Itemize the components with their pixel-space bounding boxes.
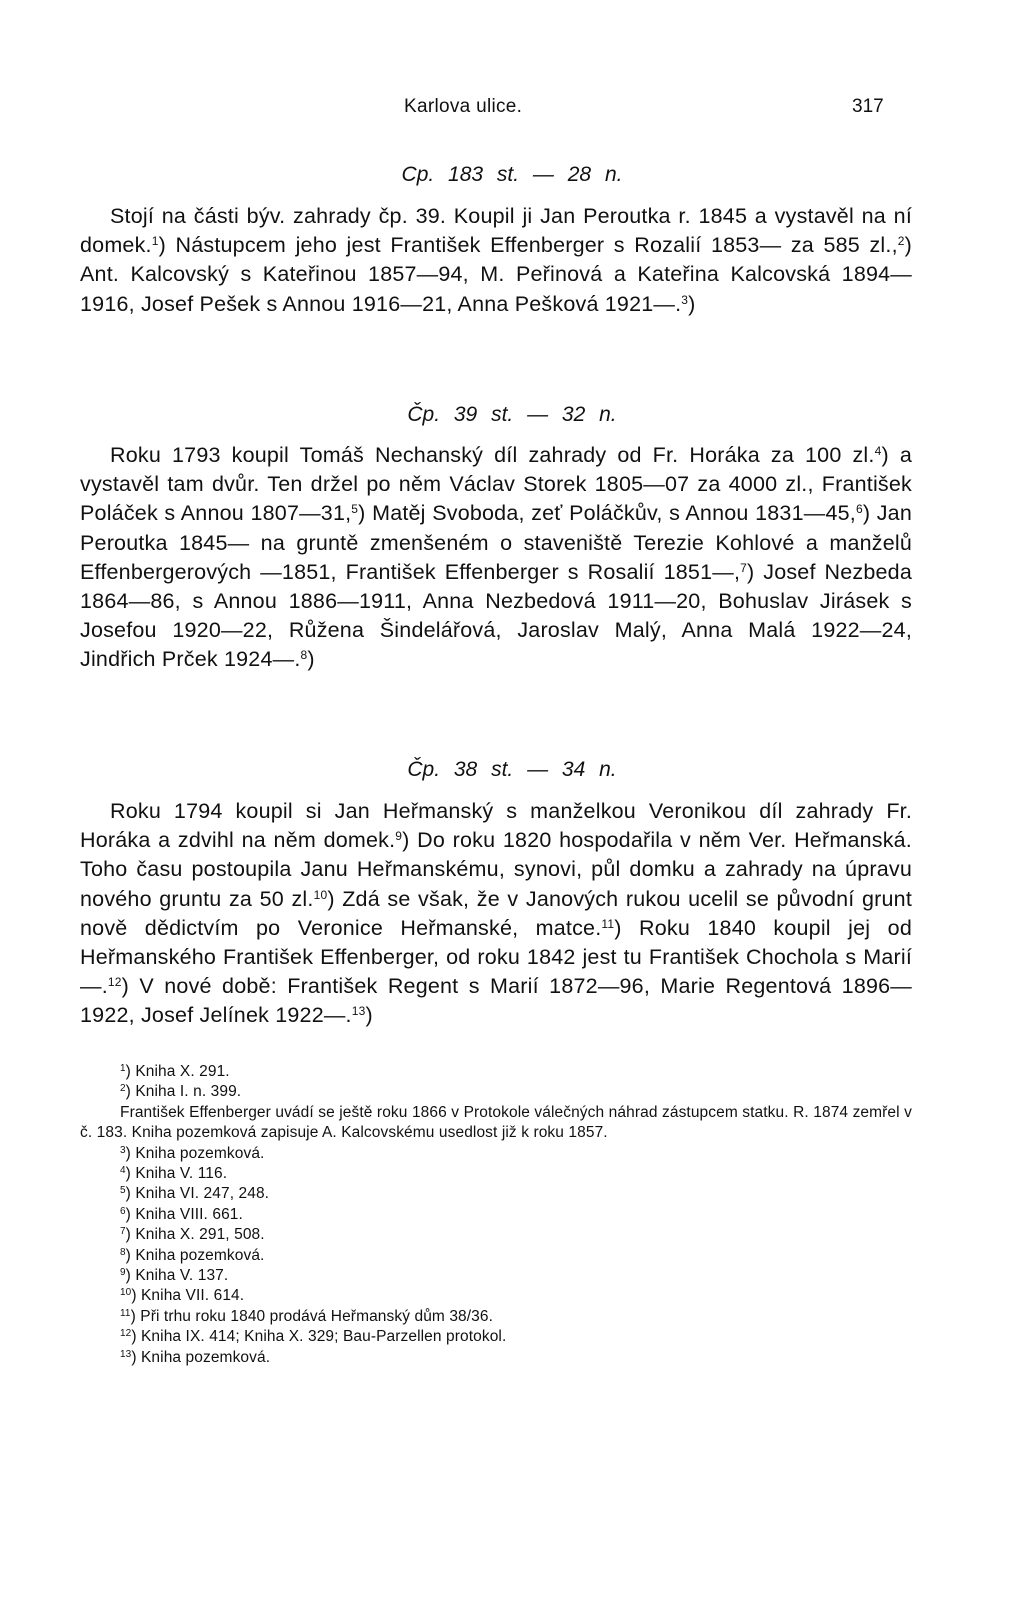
footnote: $^2$) Kniha I. n. 399.	[120, 1083, 242, 1101]
footnote: $^6$) Kniha VIII. 661.	[120, 1205, 243, 1223]
footnote: $^7$) Kniha X. 291, 508.	[120, 1226, 265, 1244]
footnote: $^3$) Kniha pozemková.	[120, 1144, 265, 1162]
footnotes	[80, 1062, 912, 1368]
page-header	[0, 96, 1024, 126]
footnote: $^1$) Kniha X. 291.	[120, 1063, 230, 1080]
page-number: 317	[852, 96, 884, 117]
footnote: $^{13}$) Kniha pozemková.	[120, 1348, 271, 1366]
footnote: $^5$) Kniha VI. 247, 248.	[120, 1185, 270, 1203]
footnote: $^{10}$) Kniha VII. 614.	[120, 1287, 245, 1305]
footnote: $^{11}$) Při trhu roku 1840 prodává Heřmanský dům 38/36.	[120, 1307, 494, 1325]
section-paragraph-cp-39: Roku 1793 koupil Tomáš Nechanský díl zahrady od Fr. Horáka za 100 zl.$^4$) a vystavěl tam dvůr. Ten držel po něm Václav Storek 1805—07 za 4000 zl., František Poláček s Annou 1807—31,$^5$) Matěj Svoboda, zeť Poláčkův, s Annou 1831—45,$^6$) Jan Peroutka 1845— na gruntě zmenšeném o staveniště Terezie Kohlové a manželů Effenbergerových —1851, František Effenberger s Rosalií 1851—,$^7$) Josef Nezbeda 1864—86, s Annou 1886—1911, Anna Nezbedová 1911—20, Bohuslav Jirásek s Josefou 1920—22, Růžena Šindelářová, Jaroslav Malý, Anna Malá 1922—24, Jindřich Prček 1924—.$^8$)	[80, 443, 912, 672]
footnote: $^8$) Kniha pozemková.	[120, 1246, 265, 1264]
footnote: $^{12}$) Kniha IX. 414; Kniha X. 329; Bau-Parzellen protokol.	[120, 1328, 507, 1346]
section-paragraph-cp-183: Stojí na části býv. zahrady čp. 39. Koupil ji Jan Peroutka r. 1845 a vystavěl na ní domek.$^1$) Nástupcem jeho jest František Effenberger s Rozalií 1853— za 585 zl.,$^2$) Ant. Kalcovský s Kateřinou 1857—94, M. Peřinová a Kateřina Kalcovská 1894—1916, Josef Pešek s Annou 1916—21, Anna Pešková 1921—.$^3$)	[80, 204, 912, 316]
section-heading-cp-39: Čp. 39 st. — 32 n.	[407, 403, 617, 426]
footnote: $^4$) Kniha V. 116.	[120, 1165, 228, 1183]
section-heading-cp-38: Čp. 38 st. — 34 n.	[407, 758, 617, 781]
footnote-note: František Effenberger uvádí se ještě roku 1866 v Protokole válečných náhrad zástupcem statku. R. 1874 zemřel v č. 183. Kniha pozemková zapisuje A. Kalcovskému usedlost již k roku 1857.	[80, 1103, 912, 1142]
section-heading-cp-183: Cp. 183 st. — 28 n.	[401, 163, 623, 186]
footnote: $^9$) Kniha V. 137.	[120, 1267, 229, 1285]
running-title: Karlova ulice.	[404, 96, 523, 117]
section-paragraph-cp-38: Roku 1794 koupil si Jan Heřmanský s manželkou Veronikou díl zahrady Fr. Horáka a zdvihl na něm domek.$^9$) Do roku 1820 hospodařila v něm Ver. Heřmanská. Toho času postoupila Janu Heřmanskému, synovi, půl domku a zahrady na úpravu nového gruntu za 50 zl.$^{10}$) Zdá se však, že v Janových rukou ucelil se původní grunt nově dědictvím po Veronice Heřmanské, matce.$^{11}$) Roku 1840 koupil jej od Heřmanského František Effenberger, od roku 1842 jest tu František Chochola s Marií—.$^{12}$) V nové době: František Regent s Marií 1872—96, Marie Regentová 1896—1922, Josef Jelínek 1922—.$^{13}$)	[80, 799, 913, 1028]
